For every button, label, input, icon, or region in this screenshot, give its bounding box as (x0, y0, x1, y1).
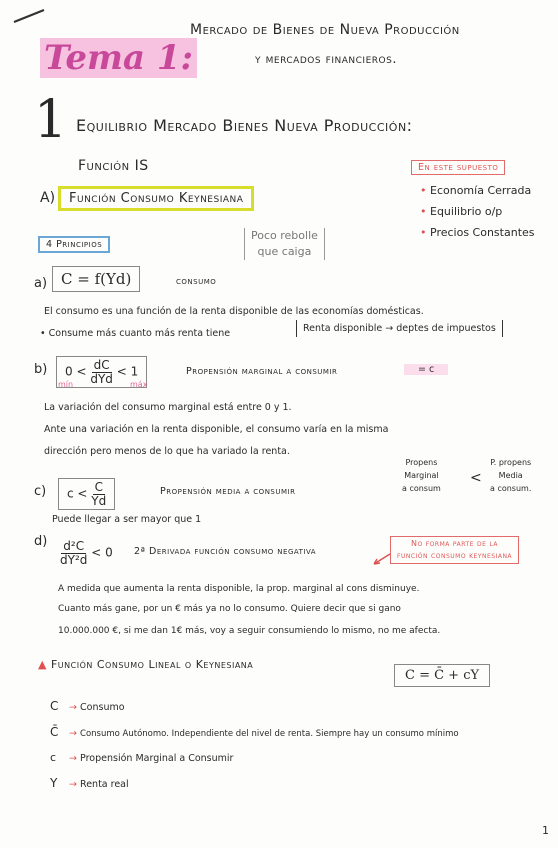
item-d-name: 2ª Derivada función consumo negativa (134, 546, 317, 557)
item-c-num: C (94, 480, 103, 494)
item-d-suffix: < 0 (91, 545, 113, 560)
item-b-name: Propensión marginal a consumir (186, 366, 338, 377)
definition-row (50, 746, 459, 771)
item-d-line3: 10.000.000 €, si me dan 1€ más, voy a seguir consumiendo lo mismo, no me afecta. (58, 626, 441, 636)
item-a-label: a) (34, 276, 48, 291)
assumption-item: • Precios Constantes (420, 226, 535, 239)
item-d-label: d) (34, 534, 48, 549)
pencil-stroke-decoration (12, 8, 46, 24)
item-d-red-box (390, 536, 519, 564)
part-a-title: Función Consumo Keynesiana (58, 186, 254, 211)
definition-symbol: C̄ (50, 725, 59, 739)
item-c-label: c) (34, 484, 47, 499)
item-c-name: Propensión media a consumir (160, 486, 296, 497)
red-box-line: función consumo keynesiana (397, 551, 513, 560)
tema-label (40, 38, 197, 78)
page-title-line2: y mercados financieros. (255, 52, 397, 67)
item-d-num: d²C (63, 539, 85, 553)
side-right-line: Media (498, 471, 523, 480)
red-box-line: No forma parte de la (411, 539, 499, 548)
page-title-line1: Mercado de Bienes de Nueva Producción (190, 22, 460, 38)
definition-symbol: C (50, 699, 59, 713)
item-a-name: consumo (176, 276, 217, 287)
item-a-line1: El consumo es una función de la renta disponible de las economías domésticas. (44, 306, 424, 317)
side-right-line: a consum. (490, 484, 532, 493)
definition-text: Consumo (80, 702, 125, 713)
item-c-side-left (402, 456, 441, 495)
assumption-item: • Economía Cerrada (420, 184, 532, 197)
item-c-den: Yd (91, 493, 107, 508)
arrow-right-icon: → (69, 753, 77, 764)
side-left-line: Propens (405, 458, 438, 467)
item-d-line2: Cuanto más gane, por un € más ya no lo consumo. Quiere decir que si gano (58, 604, 401, 614)
assumptions-heading: En este supuesto (411, 160, 505, 175)
item-c-formula (58, 478, 115, 510)
arrow-right-icon: → (69, 702, 77, 713)
funcion-is: Función IS (78, 158, 149, 174)
item-b-max: máx (130, 380, 148, 389)
lineal-formula: C = C̄ + cY (394, 664, 490, 687)
item-b-eq: = c (404, 364, 448, 375)
item-d-den: dY²d (60, 552, 88, 567)
item-b-label: b) (34, 362, 48, 377)
item-b-line3: dirección pero menos de lo que ha variado la renta. (44, 446, 290, 457)
item-b-suffix: < 1 (116, 364, 139, 379)
definition-text: Consumo Autónomo. Independiente del nivel de renta. Siempre hay un consumo mínimo (80, 729, 459, 739)
side-left-line: Marginal (404, 471, 439, 480)
pencil-note-line: Poco rebolle (251, 229, 318, 242)
item-d-fraction (60, 540, 87, 566)
pencil-note (244, 228, 325, 260)
part-a-label: A) (40, 190, 56, 206)
section-title: Equilibrio Mercado Bienes Nueva Producción: (76, 116, 413, 135)
definition-text: Propensión Marginal a Consumir (80, 753, 234, 764)
tema-label-text: Tema 1: (40, 38, 197, 78)
item-b-prefix: 0 < (65, 364, 87, 379)
item-c-prefix: c < (67, 486, 88, 501)
item-a-bracket: Renta disponible → deptes de impuestos (296, 320, 503, 337)
lineal-title-text: Función Consumo Lineal o Keynesiana (50, 658, 254, 671)
assumptions-list (420, 180, 535, 243)
side-right-line: P. propens (490, 458, 532, 467)
item-c-line1: Puede llegar a ser mayor que 1 (52, 514, 202, 525)
definition-symbol: c (50, 751, 57, 764)
page-number: 1 (542, 824, 549, 837)
item-c-side-right (490, 456, 531, 495)
item-c-fraction (91, 481, 106, 507)
item-b-line2: Ante una variación en la renta disponible, el consumo varía en la misma (44, 424, 389, 435)
item-a-line2: • Consume más cuanto más renta tiene (40, 328, 231, 339)
triangle-bullet-icon: ▲ (38, 658, 47, 671)
principios-label: 4 Principios (38, 236, 110, 253)
section-number: 1 (34, 90, 68, 150)
lineal-title (38, 658, 253, 671)
item-d-formula (60, 540, 113, 566)
item-d-line1: A medida que aumenta la renta disponible, la prop. marginal al cons disminuye. (58, 584, 420, 594)
definition-row (50, 694, 459, 720)
item-b-fraction (90, 359, 113, 385)
arrow-right-icon: → (69, 728, 77, 739)
item-c-side-op: < (470, 470, 482, 486)
arrow-right-icon: → (69, 779, 77, 790)
definition-row (50, 720, 459, 746)
item-b-num: dC (93, 358, 110, 372)
item-b-min: mín (58, 380, 74, 389)
item-b-den: dYd (90, 371, 113, 386)
definition-text: Renta real (80, 779, 129, 790)
item-a-formula: C = f(Yd) (52, 266, 140, 292)
item-b-line1: La variación del consumo marginal está entre 0 y 1. (44, 402, 292, 413)
assumption-item: • Equilibrio o/p (420, 205, 503, 218)
definition-symbol: Y (50, 776, 58, 790)
side-left-line: a consum (402, 484, 441, 493)
red-arrow-icon (370, 552, 392, 566)
definition-row (50, 771, 459, 797)
pencil-note-line: que caiga (257, 245, 312, 258)
lineal-definitions (50, 694, 459, 797)
